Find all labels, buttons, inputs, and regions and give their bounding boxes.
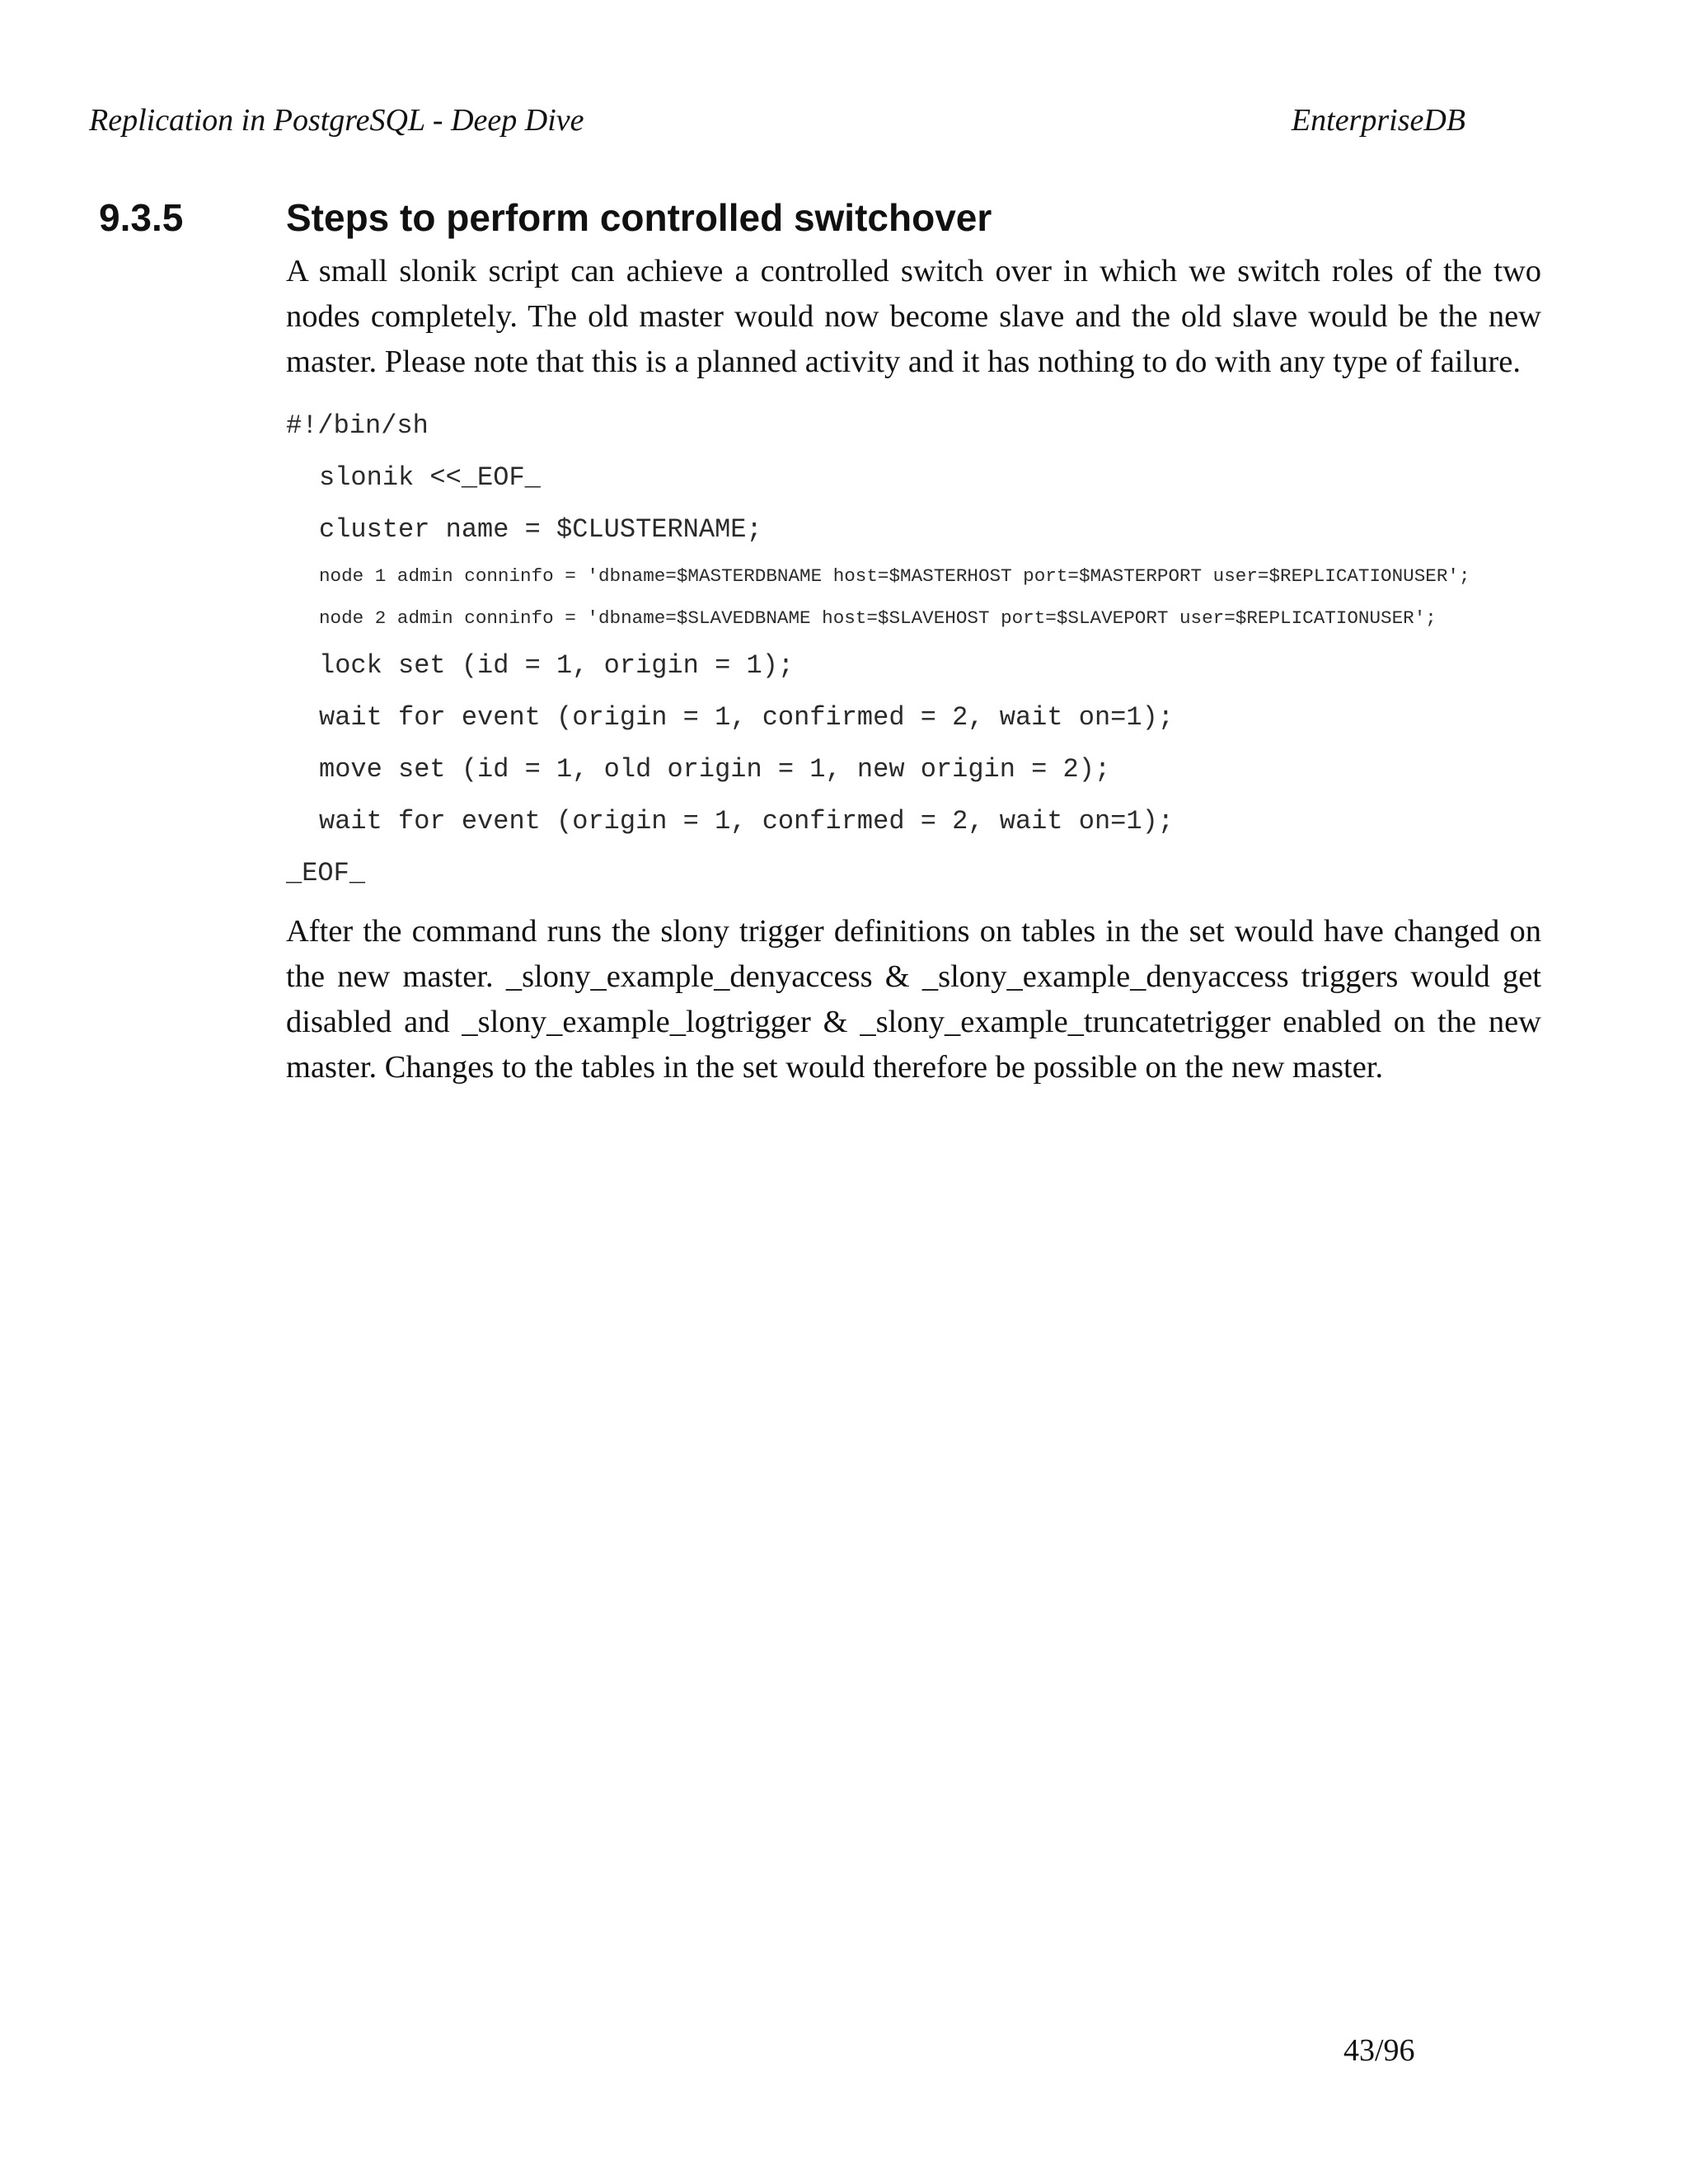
running-header [89,97,1465,143]
code-line: wait for event (origin = 1, confirmed = 2, wait on=1); [319,806,1174,837]
code-line: _EOF_ [286,858,366,888]
code-line: node 1 admin conninfo = 'dbname=$MASTERDBNAME host=$MASTERHOST port=$MASTERPORT user=$REPLICATIONUSER'; [319,565,1470,587]
page-number: 43/96 [1343,2033,1415,2068]
code-line: wait for event (origin = 1, confirmed = 2, wait on=1); [319,702,1174,733]
intro-paragraph: A small slonik script can achieve a controlled switch over in which we switch roles of the two nodes completely. The old master would now become slave and the old slave would be the new master. Please note that this is a planned activity and it has nothing to do with any type of failure. [286,254,1541,379]
code-line: cluster name = $CLUSTERNAME; [319,514,762,545]
code-line: lock set (id = 1, origin = 1); [319,650,795,681]
code-line: slonik <<_EOF_ [319,462,541,493]
code-block [286,400,1541,899]
outro-paragraph: After the command runs the slony trigger definitions on tables in the set would have changed on the new master. _slony_example_denyaccess & _slony_example_denyaccess triggers would get disabled and _slony_example_logtrigger & _slony_example_truncatetrigger enabled on the new master. Changes to the tables in the set would therefore be possible on the new master. [286,914,1541,1085]
section-number: 9.3.5 [99,196,184,239]
code-line: #!/bin/sh [286,410,429,441]
document-title: Replication in PostgreSQL - Deep Dive [89,103,584,138]
company-name: EnterpriseDB [1291,103,1465,138]
code-line: node 2 admin conninfo = 'dbname=$SLAVEDBNAME host=$SLAVEHOST port=$SLAVEPORT user=$REPLICATIONUSER'; [319,607,1437,629]
section-body [286,249,1541,1090]
section-title: Steps to perform controlled switchover [286,196,992,239]
code-line: move set (id = 1, old origin = 1, new origin = 2); [319,754,1111,785]
